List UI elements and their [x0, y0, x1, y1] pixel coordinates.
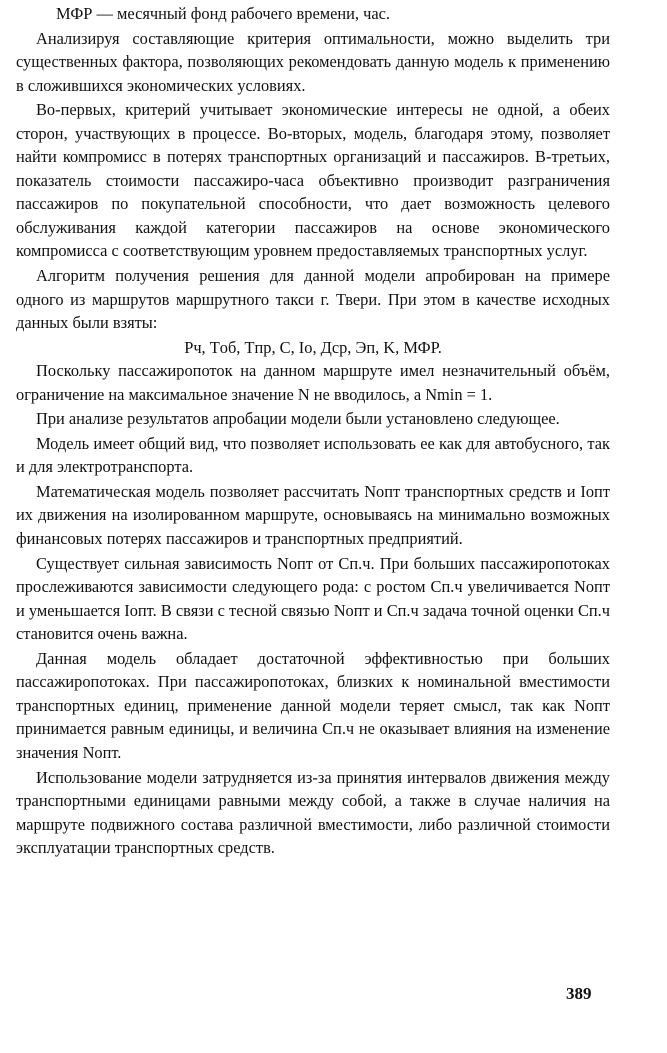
paragraph-general-form: Модель имеет общий вид, что позволяет использовать ее как для автобусного, так и для электротранспорта.	[16, 433, 610, 477]
paragraph-algorithm: Алгоритм получения решения для данной модели апробирован на примере одного из маршрутов маршрутного такси г. Твери. При этом в качестве исходных данных были взяты:	[16, 266, 610, 333]
paragraph-dependency: Существует сильная зависимость Nопт от Cп.ч. При больших пассажиропотоках прослеживаются зависимости следующего рода: с ростом Cп.ч увеличивается Nопт и уменьшается Iопт. В связи с тесной связью Nопт и Cп.ч задача точной оценки Cп.ч становится очень важна.	[16, 553, 610, 644]
body-text	[16, 2, 610, 861]
page-number: 389	[566, 984, 592, 1003]
paragraph-limitations: Использование модели затрудняется из-за принятия интервалов движения между транспортными единицами равными между собой, а также в случае наличия на маршруте подвижного состава различной вместимости, либо различной стоимости эксплуатации транспортных средств.	[16, 767, 610, 858]
formula-input-data: Pч, Tоб, Tпр, C, Iо, Дср, Эп, K, МФР.	[184, 337, 442, 357]
paragraph-efficiency: Данная модель обладает достаточной эффективностью при больших пассажиропотоках. При пассажиропотоках, близких к номинальной вместимости транспортных единиц, применение данной модели теряет смысл, так как Nопт принимается равным единицы, и величина Cп.ч не оказывает влияния на изменение значения Nопт.	[16, 648, 610, 762]
paragraph-three-factors: Во-первых, критерий учитывает экономические интересы не одной, а обеих сторон, участвующих в процессе. Во-вторых, модель, благодаря этому, позволяет найти компромисс в потерях транспортных организаций и пассажиров. В-третьих, показатель стоимости пассажиро-часа объективно производит разграничения пассажиров по покупательной способности, что дает возможность целевого обслуживания каждой категории пассажиров на основе экономического компромисса с соответствующим уровнем предоставляемых транспортных услуг.	[16, 100, 610, 261]
paragraph-passenger-flow: Поскольку пассажиропоток на данном маршруте имел незначительный объём, ограничение на максимальное значение N не вводилось, а Nmin = 1.	[16, 361, 610, 404]
paragraph-mfr-definition: МФР — месячный фонд рабочего времени, час.	[56, 4, 390, 23]
paragraph-analysis: Анализируя составляющие критерия оптимальности, можно выделить три существенных фактора, позволяющих рекомендовать данную модель к применению в сложившихся экономических условиях.	[16, 28, 610, 95]
paragraph-results: При анализе результатов апробации модели были установлено следующее.	[36, 409, 560, 429]
paragraph-math-model: Математическая модель позволяет рассчитать Nопт транспортных средств и Iопт их движения на изолированном маршруте, основываясь на минимально возможных финансовых потерях пассажиров и транспортных предприятий.	[16, 481, 610, 549]
